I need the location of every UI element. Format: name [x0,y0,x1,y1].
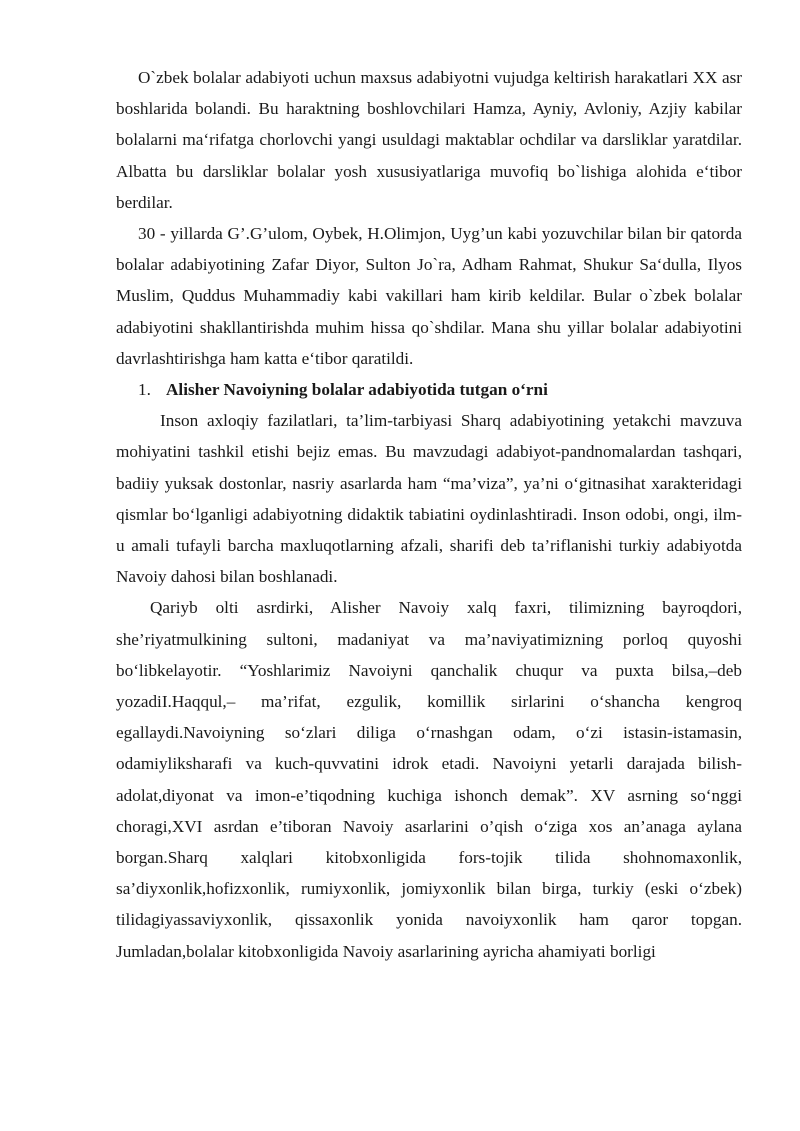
paragraph-ethics: Inson axloqiy fazilatlari, ta’lim-tarbiyasi Sharq adabiyotining yetakchi mavzuva mohiyatini tashkil etishi bejiz emas. Bu mavzudagi adabiyot-pandnomalardan tashqari, badiiy yuksak dostonlar, nasriy asarlarda ham “ma’viza”, ya’ni oʻgitnasihat xarakteridagi qismlar boʻlganligi adabiyotning didaktik tabiatini oydinlashtiradi. Inson odobi, ongi, ilm-u amali tufayli barcha maxluqotlarning afzali, sharifi deb ta’riflanishi turkiy adabiyotda Navoiy dahosi bilan boshlanadi. [116,411,742,587]
paragraph-thirties: 30 - yillarda G’.G’ulom, Oybek, H.Olimjon, Uyg’un kabi yozuvchilar bilan bir qatorda bolalar adabiyotining Zafar Diyor, Sulton Jo`ra, Adham Rahmat, Shukur Saʻdulla, Ilyos Muslim, Quddus Muhammadiy kabi vakillari ham kirib keldilar. Bular o`zbek bolalar adabiyotini shakllantirishda muhim hissa qo`shdilar. Mana shu yillar bolalar adabiyotini davrlashtirishga ham katta eʻtibor qaratildi. [116,224,742,368]
section-title: Alisher Navoiyning bolalar adabiyotida tutgan oʻrni [166,380,548,400]
section-number: 1. [138,380,151,400]
paragraph-intro: O`zbek bolalar adabiyoti uchun maxsus adabiyotni vujudga keltirish harakatlari XX asr boshlarida bolandi. Bu haraktning boshlovchilari Hamza, Ayniy, Avloniy, Azjiy kabilar bolalarni maʻrifatga chorlovchi yangi usuldagi maktablar ochdilar va darsliklar yaratdilar. Albatta bu darsliklar bolalar yosh xususiyatlariga muvofiq bo`lishiga alohida eʻtibor berdilar. [116,68,742,212]
section-heading [116,374,742,405]
document-body [116,62,742,967]
paragraph-navoiy: Qariyb olti asrdirki, Alisher Navoiy xalq faxri, tilimizning bayroqdori, she’riyatmulkining sultoni, madaniyat va ma’naviyatimizning porloq quyoshi boʻlibkelayotir. “Yoshlarimiz Navoiyni qanchalik chuqur va puxta bilsa,–deb yozadiI.Haqqul,– ma’rifat, ezgulik, komillik sirlarini oʻshancha kengroq egallaydi.Navoiyning soʻzlari diliga oʻrnashgan odam, oʻzi istasin-istamasin, odamiyliksharafi va kuch-quvvatini idrok etadi. Navoiyni yetarli darajada bilish-adolat,diyonat va imon-e’tiqodning kuchiga ishonch demak”. XV asrning soʻnggi choragi,XVI asrdan e’tiboran Navoiy asarlarini o’qish oʻziga xos an’anaga aylana borgan.Sharq xalqlari kitobxonligida fors-tojik tilida shohnomaxonlik, sa’diyxonlik,hofizxonlik, rumiyxonlik, jomiyxonlik bilan birga, turkiy (eski oʻzbek) tilidagiyassaviyxonlik, qissaxonlik yonida navoiyxonlik ham qaror topgan. Jumladan,bolalar kitobxonligida Navoiy asarlarining ayricha ahamiyati borligi [116,598,742,961]
